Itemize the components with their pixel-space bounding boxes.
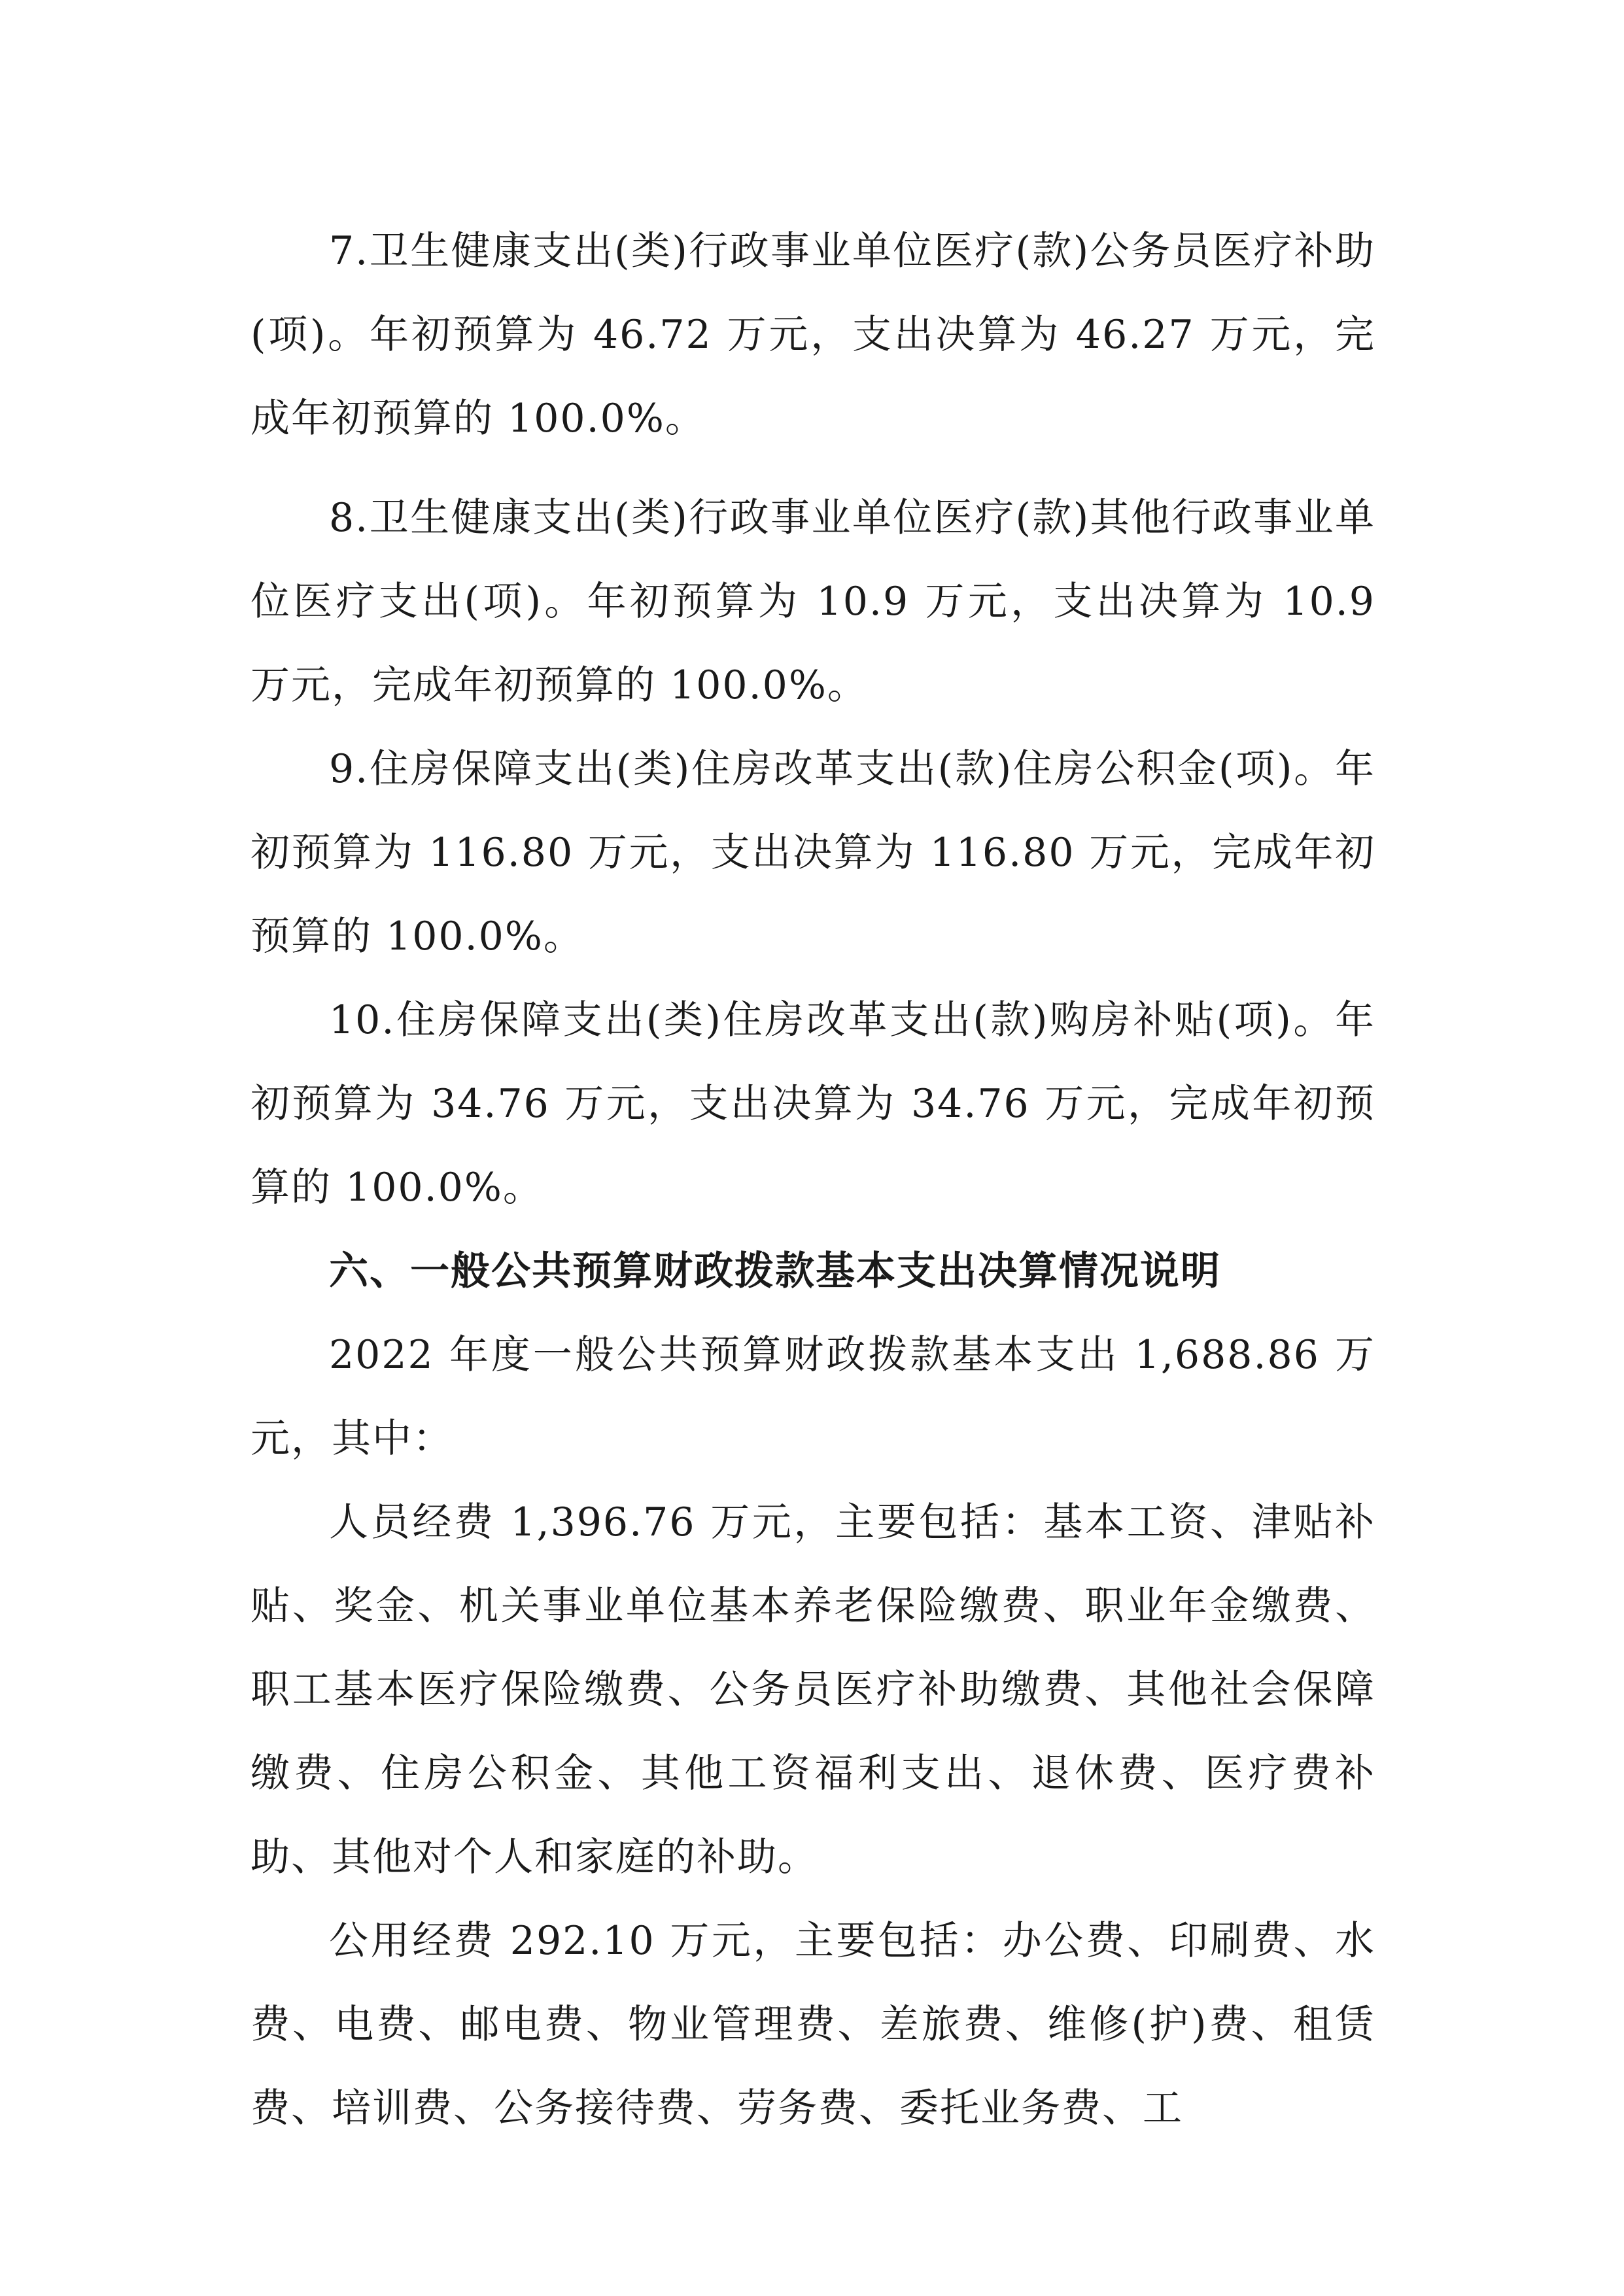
paragraph-public-expenses: 公用经费 292.10 万元，主要包括：办公费、印刷费、水费、电费、邮电费、物业管理费、差旅费、维修(护)费、租赁费、培训费、公务接待费、劳务费、委托业务费、工	[251, 1918, 1375, 2131]
document-body	[251, 209, 1375, 2150]
paragraph-item-9: 9.住房保障支出(类)住房改革支出(款)住房公积金(项)。年初预算为 116.80 万元，支出决算为 116.80 万元，完成年初预算的 100.0%。	[251, 746, 1375, 959]
section-heading: 六、一般公共预算财政拨款基本支出决算情况说明	[329, 1248, 1221, 1294]
paragraph-basic-expenditure-total: 2022 年度一般公共预算财政拨款基本支出 1,688.86 万元，其中：	[251, 1332, 1375, 1462]
paragraph-item-8: 8.卫生健康支出(类)行政事业单位医疗(款)其他行政事业单位医疗支出(项)。年初预算为 10.9 万元，支出决算为 10.9 万元，完成年初预算的 100.0%。	[251, 495, 1375, 708]
paragraph-item-7: 7.卫生健康支出(类)行政事业单位医疗(款)公务员医疗补助(项)。年初预算为 46.72 万元，支出决算为 46.27 万元，完成年初预算的 100.0%。	[251, 228, 1375, 441]
paragraph-item-10: 10.住房保障支出(类)住房改革支出(款)购房补贴(项)。年初预算为 34.76 万元，支出决算为 34.76 万元，完成年初预算的 100.0%。	[251, 997, 1375, 1210]
paragraph-personnel-expenses: 人员经费 1,396.76 万元，主要包括：基本工资、津贴补贴、奖金、机关事业单位基本养老保险缴费、职业年金缴费、职工基本医疗保险缴费、公务员医疗补助缴费、其他社会保障缴费、住房公积金、其他工资福利支出、退休费、医疗费补助、其他对个人和家庭的补助。	[251, 1499, 1375, 1880]
